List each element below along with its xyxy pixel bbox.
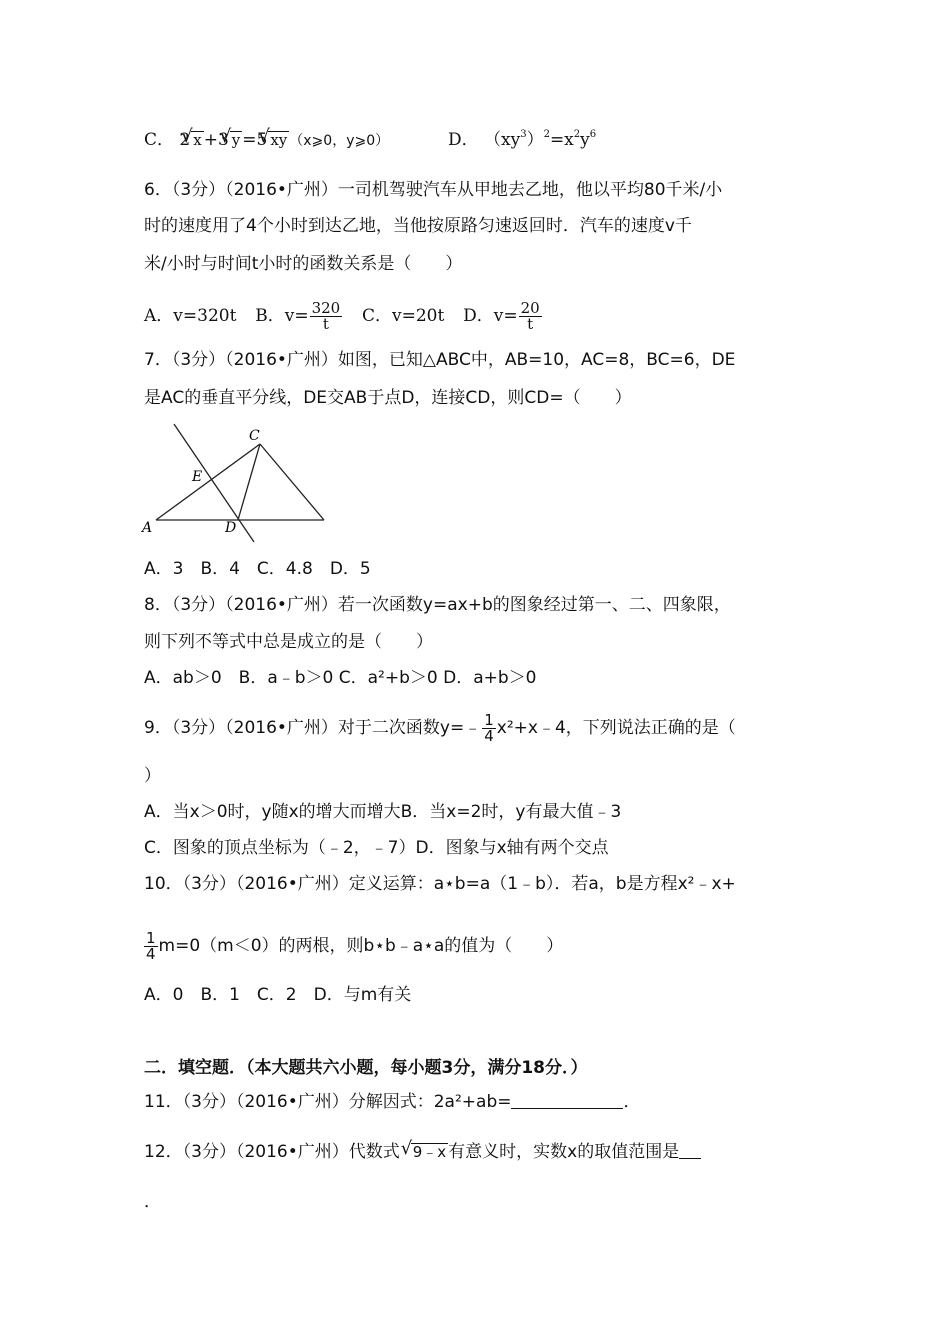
label-c: C xyxy=(249,428,260,444)
q5-option-d-label: D． xyxy=(447,130,479,150)
q7-triangle-figure xyxy=(140,418,340,546)
q10-fraction: $\frac{1}{4}$ xyxy=(146,928,156,963)
q5-option-c-expr: 2√ x +3√ y =5√ xy （x⩾0，y⩾0） xyxy=(179,130,389,150)
q6-option-d: D．v= $\frac{20}{t}$ xyxy=(463,299,540,333)
perpendicular-bisector-de xyxy=(174,424,254,542)
q6-line-2: 时的速度用了4个小时到达乙地，当他按原路匀速返回时．汽车的速度v千 xyxy=(144,216,692,236)
q7-line-1: 7．（3分）（2016•广州）如图，已知△ABC中，AB=10，AC=8，BC=6，DE xyxy=(144,350,736,370)
triangle-side-ac xyxy=(156,444,260,520)
q5-option-d-expr: $(xy^3)^2=x^2y^6$ xyxy=(483,129,597,150)
q10-line-1: 10．（3分）（2016•广州）定义运算：a⋆b=a（1﹣b）．若a，b是方程x²﹣x+ xyxy=(144,874,736,894)
q7-line-2: 是AC的垂直平分线，DE交AB于点D，连接CD，则CD=（ ） xyxy=(144,388,632,408)
q12-sqrt-expression: √ 9﹣x xyxy=(411,1143,448,1161)
section-2-title: 二．填空题．（本大题共六小题，每小题3分，满分18分．） xyxy=(144,1058,588,1078)
q12-line: 12．（3分）（2016•广州）代数式√ 9﹣x 有意义时，实数x的取值范围是 xyxy=(144,1140,701,1164)
q6-option-c: C．v=20t xyxy=(362,306,445,326)
triangle-side-bc xyxy=(260,444,324,520)
q8-options: A．ab＞0 B．a﹣b＞0 C．a²+b＞0 D．a+b＞0 xyxy=(144,668,537,688)
q6-option-a: A．v=320t xyxy=(144,306,237,326)
q9-line-1: 9．（3分）（2016•广州）对于二次函数y=﹣ $\frac{1}{4}$ x²+x﹣4，下列说法正确的是（ xyxy=(144,710,736,745)
q5-option-c-label: C． xyxy=(144,130,175,150)
label-d: D xyxy=(225,520,237,536)
q6-line-1: 6．（3分）（2016•广州）一司机驾驶汽车从甲地去乙地，他以平均80千米/小 xyxy=(144,180,723,200)
q6-option-b-fraction: $\frac{320}{t}$ xyxy=(311,299,341,333)
q5-options-row xyxy=(144,128,596,153)
q12-end: ． xyxy=(144,1192,161,1212)
q6-option-d-fraction: $\frac{20}{t}$ xyxy=(520,299,540,333)
q7-options: A．3 B．4 C．4.8 D．5 xyxy=(144,559,371,579)
q11-line: 11．（3分）（2016•广州）分解因式：2a²+ab= ． xyxy=(144,1092,641,1112)
q11-answer-blank[interactable] xyxy=(511,1092,623,1109)
q6-options xyxy=(144,296,543,336)
q9-options-cd: C．图象的顶点坐标为（﹣2，﹣7）D．图象与x轴有两个交点 xyxy=(144,838,609,858)
label-e: E xyxy=(192,469,203,485)
q8-line-1: 8．（3分）（2016•广州）若一次函数y=ax+b的图象经过第一、二、四象限， xyxy=(144,595,731,615)
q10-options: A．0 B．1 C．2 D．与m有关 xyxy=(144,985,412,1005)
q9-fraction: $\frac{1}{4}$ xyxy=(484,710,494,745)
q12-answer-blank[interactable] xyxy=(679,1142,701,1159)
q9-options-ab: A．当x＞0时，y随x的增大而增大B．当x=2时，y有最大值﹣3 xyxy=(144,802,622,822)
label-a: A xyxy=(142,520,153,536)
q10-line-2: $\frac{1}{4}$ m=0（m＜0）的两根，则b⋆b﹣a⋆a的值为（ ） xyxy=(146,928,564,963)
q6-line-3: 米/小时与时间t小时的函数关系是（ ） xyxy=(144,254,463,274)
q9-line-2: ） xyxy=(144,766,161,786)
q6-option-b: B．v= $\frac{320}{t}$ xyxy=(255,299,341,333)
segment-cd xyxy=(238,444,260,520)
q8-line-2: 则下列不等式中总是成立的是（ ） xyxy=(144,632,433,652)
